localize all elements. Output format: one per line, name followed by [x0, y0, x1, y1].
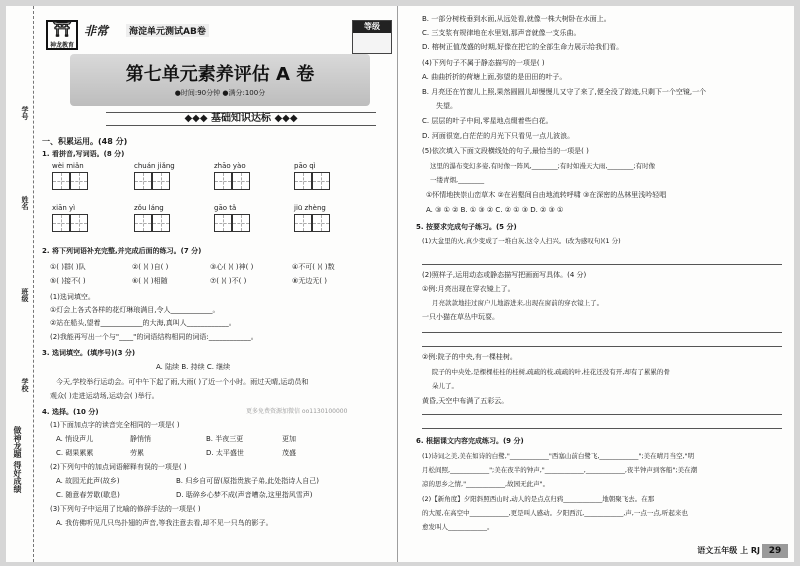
left-page: 学号 姓名 班级 学校 做神龙题 得好成绩 ⛩ 神龙教育 非常 海淀单元测试AB卷 等级 第七单元素养评估 A 卷 ●时间:90分钟 ●满分:100分 ◆◆◆ 基础知识达标 ◆◆◆ 一、积累运用。(48 分) 1. 看拼音,写词语。(8 分) wèi miǎn chuán jiǎng zhāo yào pāo qì xiān yì zǒu láng gāo tǎ jiū zhèng 2. 将下列词语补充完整,并完成后面的练习。(7 分) ①( )群( )队 ②( )( )自( ) ③心( )( )神( ) ④不可( )( )数 ⑤( )接不( ) ⑥( )( )相随 ⑦( )( )不( ) ⑧无边无( ) (1)选词填空。 ①灯会上各式各样的花灯琳琅满目,令人____________。 ②站在船头,望着____________的大海,真叫人____________。 (2)我能再写出一个与"____"的词语结构相同的词语:____________。 3. 选词填空。(填序号)(3 分) A. 陆续 B. 持续 C. 继续 今天,学校举行运动会。可中午下起了雨,大雨( )了近一个小时。雨过天晴,运动员和 观众( )走进运动场,运动会( )举行。 4. 选择。(10 分) 更多免费资源加微信 oo1130100000 (1)下面加点字的读音完全相同的一项是( ) A. 悄设声儿 静悄悄 B. 半夜三更 更加 C. 砌果累累 劳累 D. 太平盛世 茂盛 (2)下列句中的加点词语解释有误的一项是( ) A. 故园无此声(故乡) B. 归乡自可留(原指贵族子弟,此处指诗人自己) C. 随意春芳歇(歇息) D. 聒碎乡心梦不成(声音嘈杂,这里指风雪声) (3)下列句子中运用了比喻的修辞手法的一项是( ) A. 我仿佛听见几只鸟扑翅的声音,等我注意去看,却不见一只鸟的影子。: [6, 6, 398, 562]
q4-sub2[interactable]: (2)下列句中的加点词语解释有误的一项是( ): [50, 463, 187, 471]
school-label: 学校: [21, 378, 29, 392]
q6-sub1-line3[interactable]: 凉的思乡之情,"____________,故园无此声"。: [422, 480, 550, 488]
q4-sub4[interactable]: (4)下列句子不属于静态描写的一项是( ): [422, 59, 545, 67]
idiom-2[interactable]: ②( )( )自( ): [132, 263, 169, 271]
q4-5-phrases: ①怀情地挟崇山峦草木 ②在岩壑间自由地流转呼啸 ③在深密的丛林里浅吟轻唱: [426, 191, 667, 199]
answer-line[interactable]: [422, 428, 782, 429]
q6-sub1-line1[interactable]: (1)诗词之美,美在如诗的白鹭,"____________"西塞山前白鹭飞,____________";美在晴月当空,"明: [422, 452, 695, 460]
q5-heading: 5. 按要求完成句子练习。(5 分): [416, 223, 517, 231]
q4-sub3[interactable]: (3)下列句子中运用了比喻的修辞手法的一项是( ): [50, 505, 201, 513]
idiom-5[interactable]: ⑤( )接不( ): [50, 277, 86, 285]
q5-example-2-cont: 朵儿了。: [432, 382, 458, 390]
q6-heading: 6. 根据课文内容完成练习。(9 分): [416, 437, 524, 445]
q4-1-optC-word: 劳累: [130, 449, 144, 457]
q5-example-1-text: 月亮款款地挂过窗户儿地游进来,出现在窗前的穿衣镜上了。: [432, 299, 604, 307]
q4-4-optA[interactable]: A. 曲曲折折的荷塘上面,弥望的是田田的叶子。: [422, 73, 567, 81]
brand-name: 非常: [84, 24, 109, 38]
idiom-4[interactable]: ④不可( )( )数: [292, 263, 335, 271]
q2-heading: 2. 将下列词语补充完整,并完成后面的练习。(7 分): [42, 247, 202, 255]
student-id-label: 学号: [21, 106, 29, 120]
watermark: 更多免费资源加微信 oo1130100000: [246, 408, 348, 415]
q4-2-optD[interactable]: D. 聒碎乡心梦不成(声音嘈杂,这里指风雪声): [176, 491, 313, 499]
q4-2-optC[interactable]: C. 随意春芳歇(歇息): [56, 491, 120, 499]
q4-5-passage-2: 一缕青烟,________: [430, 176, 485, 184]
q4-4-optC[interactable]: C. 层层的叶子中间,零星地点缀着些白花。: [422, 117, 553, 125]
subject-label: 语文五年级 上 RJ: [697, 546, 760, 555]
q5-example-2-text: 院子的中央处,是棵棵桂桂的桂树,疏疏的枝,疏疏的叶,桂花还没有开,却有了累累的骨: [432, 368, 670, 376]
q5-prompt-2: 黄昏,天空中布满了五彩云。: [422, 397, 509, 405]
exam-header: [46, 20, 394, 128]
title-banner: [70, 54, 370, 106]
q4-1-optB-word: 更加: [282, 435, 296, 443]
publisher-logo: ⛩ 神龙教育: [46, 20, 78, 50]
q5-example-2: ②例:院子的中央,有一棵桂树。: [422, 353, 517, 361]
q4-1-optD[interactable]: D. 太平盛世: [206, 449, 244, 457]
q5-prompt-1: 一只小猫在草丛中玩耍。: [422, 313, 499, 321]
q4-5-passage-1: 这里的瀑布变幻多姿,有时像一阵风,________;有时如漫天大雨,________;有时像: [430, 162, 656, 170]
q4-5-options[interactable]: A. ③ ① ② B. ① ③ ② C. ② ① ③ D. ② ③ ①: [426, 206, 564, 214]
answer-line[interactable]: [422, 264, 782, 265]
q4-4-optB[interactable]: B. 月亮还在竹窗儿上照,果然圆圆儿却慢慢儿又守了来了,便全没了踪迹,只剩下一个空镜,一个: [422, 88, 707, 96]
q5-example-1: ①例:月亮出现在穿衣镜上了。: [422, 285, 515, 293]
idiom-7[interactable]: ⑦( )( )不( ): [210, 277, 247, 285]
q4-3-optC[interactable]: C. 三支浆有规律地在水里划,那声音就像一支乐曲。: [422, 29, 581, 37]
section-title: ◆◆◆ 基础知识达标 ◆◆◆: [106, 112, 376, 126]
q5-sub2: (2)照样子,运用动态或静态描写把画面写具体。(4 分): [422, 271, 587, 279]
part1-heading: 一、积累运用。(48 分): [42, 137, 128, 146]
q4-heading: 4. 选择。(10 分): [42, 408, 99, 416]
clock-icon: ●: [174, 89, 181, 97]
q2-sub1a[interactable]: ①灯会上各式各样的花灯琳琅满目,令人____________。: [50, 306, 220, 314]
slogan: 做神龙题 得好成绩: [13, 426, 22, 493]
right-page: [398, 6, 794, 562]
answer-line[interactable]: [422, 414, 782, 415]
name-label: 姓名: [21, 196, 29, 210]
q4-1-optA-word: 静悄悄: [130, 435, 151, 443]
q1-heading: 1. 看拼音,写词语。(8 分): [42, 150, 125, 158]
q4-1-optD-word: 茂盛: [282, 449, 296, 457]
page-number: 29: [762, 544, 788, 558]
q4-sub1[interactable]: (1)下面加点字的读音完全相同的一项是( ): [50, 421, 180, 429]
idiom-1[interactable]: ①( )群( )队: [50, 263, 86, 271]
q6-sub2-line1[interactable]: (2)【新角度】夕阳斜照西山时,动人的是点点归鸦____________地朝聚飞去。在那: [422, 495, 655, 503]
series-name: 海淀单元测试AB卷: [126, 24, 209, 37]
class-label: 班级: [21, 288, 29, 302]
q2-sub1b[interactable]: ②站在船头,望着____________的大海,真叫人____________。: [50, 319, 236, 327]
q5-sub1: (1)大盆里的火,真少变成了一堆白灰,这令人扫兴。(改为感叹句)(1 分): [422, 237, 621, 245]
page-title: 第七单元素养评估 A 卷: [125, 64, 315, 85]
idiom-3[interactable]: ③心( )( )神( ): [210, 263, 254, 271]
q4-1-optA[interactable]: A. 悄设声儿: [56, 435, 94, 443]
answer-line[interactable]: [422, 346, 782, 347]
q3-options: A. 陆续 B. 持续 C. 继续: [156, 363, 231, 371]
q3-heading: 3. 选词填空。(填序号)(3 分): [42, 349, 136, 357]
answer-line[interactable]: [422, 332, 782, 333]
q4-4-optB-cont: 失望。: [436, 102, 457, 110]
q4-2-optA[interactable]: A. 故园无此声(故乡): [56, 477, 120, 485]
q6-sub1-line2[interactable]: 月松间照,____________";美在夜半的钟声,"____________,____________,夜半钟声到客船";美在潮: [422, 466, 698, 474]
idiom-6[interactable]: ⑥( )( )相随: [132, 277, 168, 285]
q4-1-optB[interactable]: B. 半夜三更: [206, 435, 244, 443]
q4-3-optD[interactable]: D. 榕树正值茂盛的时期,好像在把它的全部生命力展示给我们看。: [422, 43, 624, 51]
grade-box: 等级: [352, 20, 392, 54]
idiom-8[interactable]: ⑧无边无( ): [292, 277, 327, 285]
q4-sub5[interactable]: (5)依次填入下面文段横线处的句子,最恰当的一项是( ): [422, 147, 589, 155]
q6-sub2-line3[interactable]: 愈发叫人____________。: [422, 523, 494, 531]
q4-1-optC[interactable]: C. 砌果累累: [56, 449, 94, 457]
q6-sub2-line2[interactable]: 的大厦,在高空中____________,更是叫人感动。夕阳西沉,____________,声,一点一点,听起来也: [422, 509, 688, 517]
star-icon: ●: [222, 89, 229, 97]
q4-2-optB[interactable]: B. 归乡自可留(原指贵族子弟,此处指诗人自己): [176, 477, 319, 485]
q3-text-1[interactable]: 今天,学校举行运动会。可中午下起了雨,大雨( )了近一个小时。雨过天晴,运动员和: [56, 378, 309, 386]
q2-sub2[interactable]: (2)我能再写出一个与"____"的词语结构相同的词语:____________。: [50, 333, 258, 341]
q2-sub1: (1)选词填空。: [50, 293, 95, 301]
student-info-strip: [6, 6, 34, 562]
q4-4-optD[interactable]: D. 河面很宽,白茫茫的月光下只看见一点儿波浪。: [422, 132, 575, 140]
q3-text-2[interactable]: 观众( )走进运动场,运动会( )举行。: [50, 392, 159, 400]
q4-3-optB[interactable]: B. 一部分树枝垂到水面,从远处看,就像一株大树卧在水面上。: [422, 15, 611, 23]
q4-3-optA[interactable]: A. 我仿佛听见几只鸟扑翅的声音,等我注意去看,却不见一只鸟的影子。: [56, 519, 273, 527]
exam-meta: ●时间:90分钟 ●满分:100分: [174, 89, 266, 97]
